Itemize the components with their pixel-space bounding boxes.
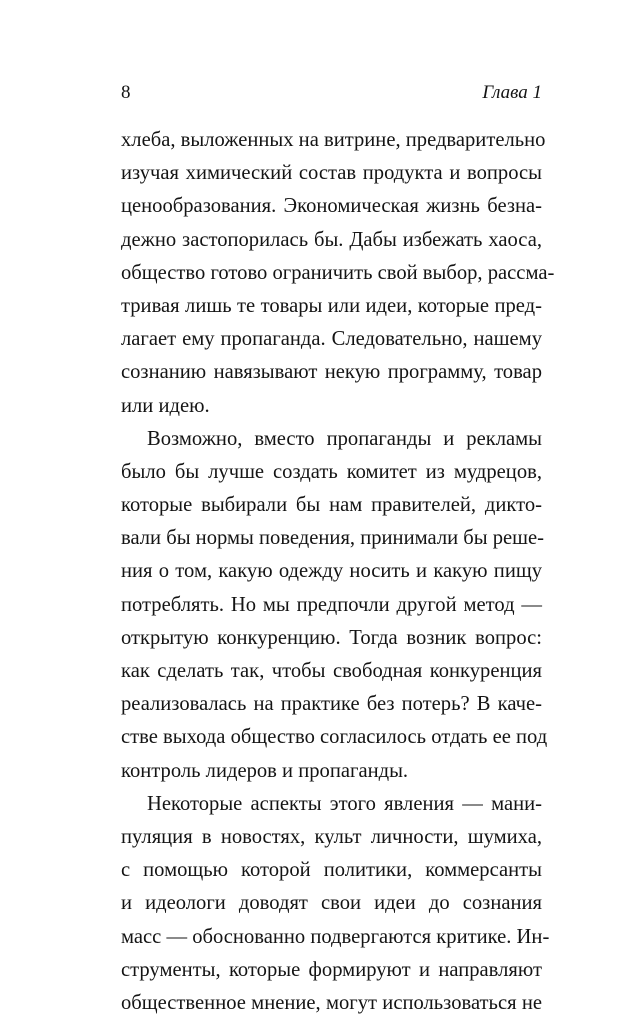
text-line: потреблять. Но мы предпочли другой метод — <box>121 593 542 616</box>
text-line: лагает ему пропаганда. Следовательно, нашему <box>121 328 542 351</box>
text-line: реализовалась на практике без потерь? В каче- <box>121 693 542 716</box>
text-line: струменты, которые формируют и направляют <box>121 958 542 981</box>
page-number: 8 <box>121 82 131 103</box>
text-line: ния о том, какую одежду носить и какую пищу <box>121 560 542 583</box>
text-line: пуляция в новостях, культ личности, шумиха, <box>121 825 542 848</box>
text-line: общественное мнение, могут использоваться не <box>121 991 542 1014</box>
text-line: хлеба, выложенных на витрине, предварительно <box>121 129 546 151</box>
text-line: стве выхода общество согласилось отдать ее под <box>121 726 548 749</box>
text-line: с помощью которой политики, коммерсанты <box>121 859 542 882</box>
text-line: или идею. <box>121 394 210 417</box>
text-line: изучая химический состав продукта и вопросы <box>121 162 542 185</box>
text-line: контроль лидеров и пропаганды. <box>121 759 409 782</box>
running-head <box>121 80 542 106</box>
text-line: дежно застопорилась бы. Дабы избежать хаоса, <box>121 228 542 251</box>
text-line: открытую конкуренцию. Тогда возник вопрос: <box>121 626 542 649</box>
text-line: которые выбирали бы нам правителей, дикто- <box>121 494 542 517</box>
text-line: как сделать так, чтобы свободная конкуренция <box>121 660 542 682</box>
text-line: тривая лишь те товары или идеи, которые пред- <box>121 294 542 317</box>
text-line: ценообразования. Экономическая жизнь безна- <box>121 195 542 218</box>
text-line: Некоторые аспекты этого явления — мани- <box>147 792 542 815</box>
text-line: вали бы нормы поведения, принимали бы реше- <box>121 527 545 550</box>
text-line: сознанию навязывают некую программу, товар <box>121 361 542 384</box>
text-line: масс — обоснованно подвергаются критике. Ин- <box>121 925 550 948</box>
text-line: Возможно, вместо пропаганды и рекламы <box>147 427 542 450</box>
text-line: и идеологи доводят свои идеи до сознания <box>121 892 542 915</box>
text-line: общество готово ограничить свой выбор, рассма- <box>121 261 555 284</box>
chapter-title: Глава 1 <box>482 82 542 103</box>
text-line: было бы лучше создать комитет из мудрецов, <box>121 460 542 483</box>
body-text <box>121 124 555 1020</box>
